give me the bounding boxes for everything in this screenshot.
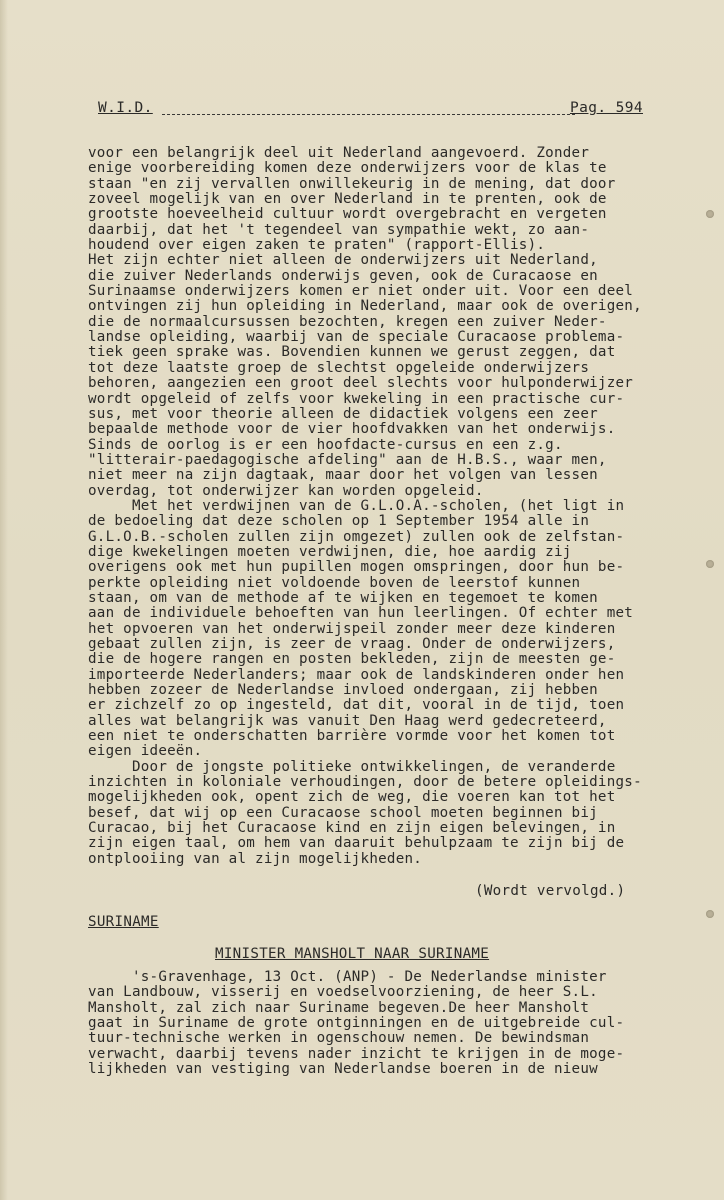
body-text (88, 146, 678, 867)
text-line: mogelijkheden ook, opent zich de weg, die voeren kan tot het (88, 789, 616, 806)
text-line: houdend over eigen zaken te praten" (rapport-Ellis). (88, 237, 546, 254)
text-line: staan "en zij vervallen onwillekeurig in de mening, dat door (88, 175, 616, 192)
text-line: zijn eigen taal, om hem van daaruit behulpzaam te zijn bij de (88, 835, 625, 852)
text-line: zoveel mogelijk van en over Nederland in te prenten, ook de (88, 191, 607, 208)
section-heading: SURINAME (88, 914, 159, 930)
text-line: sus, met voor theorie alleen de didactiek volgens een zeer (88, 405, 598, 422)
text-line: 's-Gravenhage, 13 Oct. (ANP) - De Nederlandse minister (88, 969, 607, 985)
text-line: G.L.O.B.-scholen zullen zijn omgezet) zullen ook de zelfstan- (88, 528, 625, 545)
text-line: Mansholt, zal zich naar Suriname begeven.De heer Mansholt (88, 999, 590, 1016)
punch-hole (706, 910, 714, 918)
text-line: gebaat zullen zijn, is zeer de vraag. Onder de onderwijzers, (88, 636, 616, 652)
text-line: besef, dat wij op een Curacaose school moeten beginnen bij (88, 804, 598, 821)
text-line: tiek geen sprake was. Bovendien kunnen we gerust zeggen, dat (88, 344, 616, 361)
text-line: tot deze laatste groep de slechtst opgeleide onderwijzers (88, 359, 590, 376)
text-line: er zichzelf zo op ingesteld, dat dit, vooral in de tijd, toen (88, 697, 625, 714)
punch-hole (706, 210, 714, 218)
header-rule (162, 114, 575, 115)
text-line: hebben zozeer de Nederlandse invloed ondergaan, zij hebben (88, 682, 598, 699)
text-line: grootste hoeveelheid cultuur wordt overgebracht en vergeten (88, 206, 607, 223)
text-line: Het zijn echter niet alleen de onderwijzers uit Nederland, (88, 252, 598, 269)
header-publication: W.I.D. (98, 100, 153, 116)
text-line: Sinds de oorlog is er een hoofdacte-cursus en een z.g. (88, 436, 563, 453)
text-line: de bedoeling dat deze scholen op 1 September 1954 alle in (88, 513, 590, 530)
text-line: "litterair-paedagogische afdeling" aan de H.B.S., waar men, (88, 451, 607, 468)
text-line: die de hogere rangen en posten bekleden, zijn de meesten ge- (88, 651, 616, 668)
article-text (88, 970, 678, 1077)
text-line: lijkheden van vestiging van Nederlandse boeren in de nieuw (88, 1061, 598, 1078)
text-line: landse opleiding, waarbij van de speciale Curacaose problema- (88, 329, 625, 346)
text-line: een niet te onderschatten barrière vormde voor het komen tot (88, 728, 616, 745)
text-line: overigens ook met hun pupillen mogen omspringen, door hun be- (88, 559, 625, 576)
text-line: perkte opleiding niet voldoende boven de leerstof kunnen (88, 574, 581, 591)
text-line: ontplooiing van al zijn mogelijkheden. (88, 850, 423, 867)
text-line: importeerde Nederlanders; maar ook de landskinderen onder hen (88, 666, 625, 683)
text-line: ontvingen zij hun opleiding in Nederland, maar ook de overigen, (88, 298, 642, 315)
text-line: niet meer na zijn dagtaak, maar door het volgen van lessen (88, 467, 598, 484)
text-line: voor een belangrijk deel uit Nederland aangevoerd. Zonder (88, 145, 590, 161)
continued-note: (Wordt vervolgd.) (475, 883, 626, 899)
punch-hole (706, 560, 714, 568)
text-line: staan, om van de methode af te wijken en tegemoet te komen (88, 589, 598, 606)
text-line: bepaalde methode voor de vier hoofdvakken van het onderwijs. (88, 421, 616, 438)
text-line: het opvoeren van het onderwijspeil zonder meer deze kinderen (88, 620, 616, 637)
text-line: enige voorbereiding komen deze onderwijzers voor de klas te (88, 160, 607, 177)
article-title: MINISTER MANSHOLT NAAR SURINAME (215, 946, 490, 962)
text-line: tuur-technische werken in ogenschouw nemen. De bewindsman (88, 1030, 590, 1047)
text-line: dige kwekelingen moeten verdwijnen, die, hoe aardig zij (88, 543, 572, 560)
text-line: wordt opgeleid of zelfs voor kwekeling in een practische cur- (88, 390, 625, 407)
text-line: aan de individuele behoeften van hun leerlingen. Of echter met (88, 605, 634, 622)
text-line: inzichten in koloniale verhoudingen, door de betere opleidings- (88, 774, 642, 791)
text-line: behoren, aangezien een groot deel slechts voor hulponderwijzer (88, 375, 634, 392)
text-line: verwacht, daarbij tevens nader inzicht te krijgen in de moge- (88, 1045, 625, 1062)
page-edge-shadow (0, 0, 8, 1200)
header-page-number: Pag. 594 (569, 100, 643, 116)
text-line: daarbij, dat het 't tegendeel van sympathie wekt, zo aan- (88, 221, 590, 238)
text-line: Curacao, bij het Curacaose kind en zijn eigen belevingen, in (88, 820, 616, 837)
text-line: overdag, tot onderwijzer kan worden opgeleid. (88, 482, 484, 499)
text-line: die zuiver Nederlands onderwijs geven, ook de Curacaose en (88, 267, 598, 284)
text-line: Surinaamse onderwijzers komen er niet onder uit. Voor een deel (88, 283, 634, 300)
punch-holes (684, 0, 724, 1200)
text-line: van Landbouw, visserij en voedselvoorziening, de heer S.L. (88, 984, 598, 1001)
text-line: die de normaalcursussen bezochten, kregen een zuiver Neder- (88, 313, 607, 330)
page-header (98, 100, 643, 116)
text-line: Met het verdwijnen van de G.L.O.A.-scholen, (het ligt in (88, 497, 625, 514)
text-line: alles wat belangrijk was vanuit Den Haag werd gedecreteerd, (88, 712, 607, 729)
text-line: gaat in Suriname de grote ontginningen en de uitgebreide cul- (88, 1015, 625, 1032)
text-line: eigen ideeën. (88, 743, 203, 760)
text-line: Door de jongste politieke ontwikkelingen, de veranderde (88, 758, 616, 775)
